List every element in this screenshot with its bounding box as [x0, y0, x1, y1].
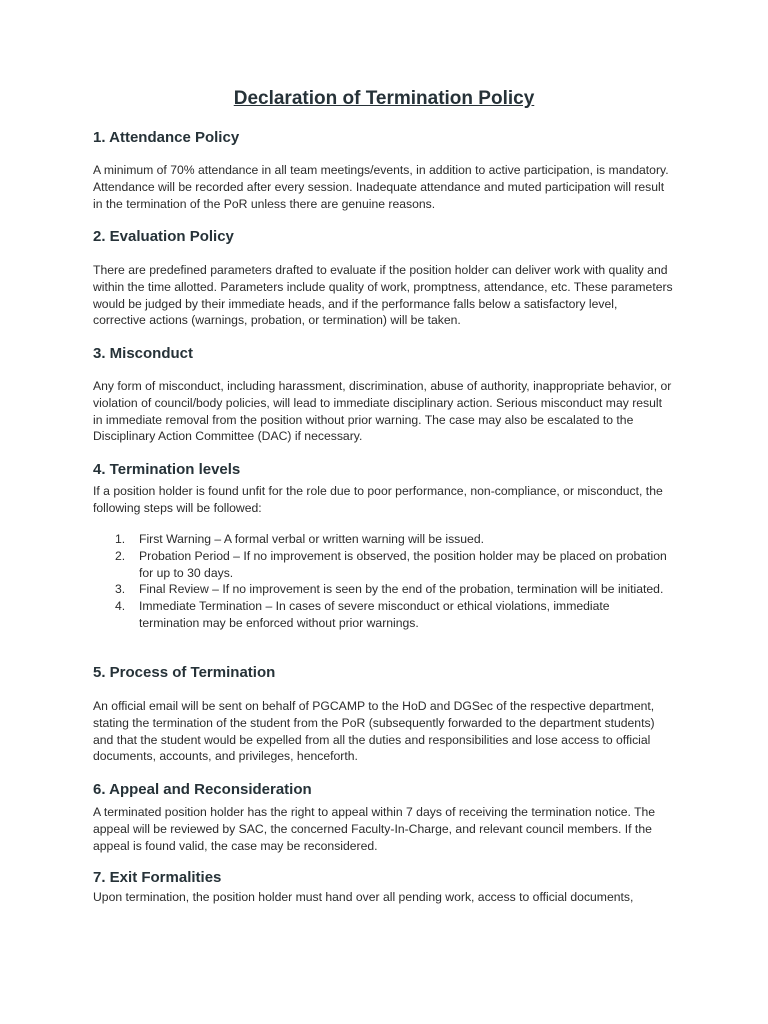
misconduct-body: Any form of misconduct, including harassment, discrimination, abuse of authority, inappropriate behavior, or violation of council/body policies, will lead to immediate disciplinary action. Serious misconduct may result in immediate removal from the position without prior warning. The case may also be escalated to the Disciplinary Action Committee (DAC) if necessary.: [93, 379, 672, 444]
termination-steps-list: [93, 531, 673, 632]
termination-step: [93, 598, 673, 632]
exit-body: Upon termination, the position holder must hand over all pending work, access to official documents,: [93, 890, 634, 904]
step-number: 3.: [115, 582, 126, 597]
evaluation-heading: 2. Evaluation Policy: [93, 228, 234, 245]
process-heading: 5. Process of Termination: [93, 664, 276, 681]
step-text: Final Review – If no improvement is seen by the end of the probation, termination will be initiated.: [139, 582, 664, 597]
termination-levels-heading: 4. Termination levels: [93, 461, 241, 478]
step-text: Immediate Termination – In cases of severe misconduct or ethical violations, immediate termination may be enforced without prior warnings.: [139, 599, 610, 630]
step-number: 4.: [115, 599, 126, 614]
termination-step: [93, 581, 673, 598]
step-text: First Warning – A formal verbal or written warning will be issued.: [139, 532, 484, 546]
misconduct-heading: 3. Misconduct: [93, 345, 194, 362]
evaluation-body: There are predefined parameters drafted to evaluate if the position holder can deliver work with quality and within the time allotted. Parameters include quality of work, promptness, attendance, etc. These parameters would be judged by their immediate heads, and if the performance falls below a satisfactory level, corrective actions (warnings, probation, or termination) will be taken.: [93, 263, 673, 328]
appeal-body: A terminated position holder has the right to appeal within 7 days of receiving the termination notice. The appeal will be reviewed by SAC, the concerned Faculty-In-Charge, and relevant council members. If the appeal is found valid, the case may be reconsidered.: [93, 805, 656, 853]
appeal-heading: 6. Appeal and Reconsideration: [93, 781, 312, 798]
step-number: 1.: [115, 532, 126, 546]
attendance-body: A minimum of 70% attendance in all team meetings/events, in addition to active participation, is mandatory. Attendance will be recorded after every session. Inadequate attendance and muted participation will result in the termination of the PoR unless there are genuine reasons.: [93, 163, 669, 211]
attendance-heading: 1. Attendance Policy: [93, 129, 240, 146]
termination-levels-intro: If a position holder is found unfit for the role due to poor performance, non-compliance, or misconduct, the following steps will be followed:: [93, 484, 663, 515]
process-body: An official email will be sent on behalf of PGCAMP to the HoD and DGSec of the respective department, stating the termination of the student from the PoR (subsequently forwarded to the department students) and that the student would be expelled from all the duties and responsibilities and lose access to official documents, accounts, and privileges, henceforth.: [93, 699, 655, 764]
step-number: 2.: [115, 548, 126, 563]
step-text: Probation Period – If no improvement is observed, the position holder may be placed on probation for up to 30 days.: [139, 548, 667, 580]
exit-heading: 7. Exit Formalities: [93, 869, 222, 886]
document-title: Declaration of Termination Policy: [233, 88, 535, 109]
termination-step: [93, 531, 673, 548]
termination-step: [93, 548, 673, 582]
